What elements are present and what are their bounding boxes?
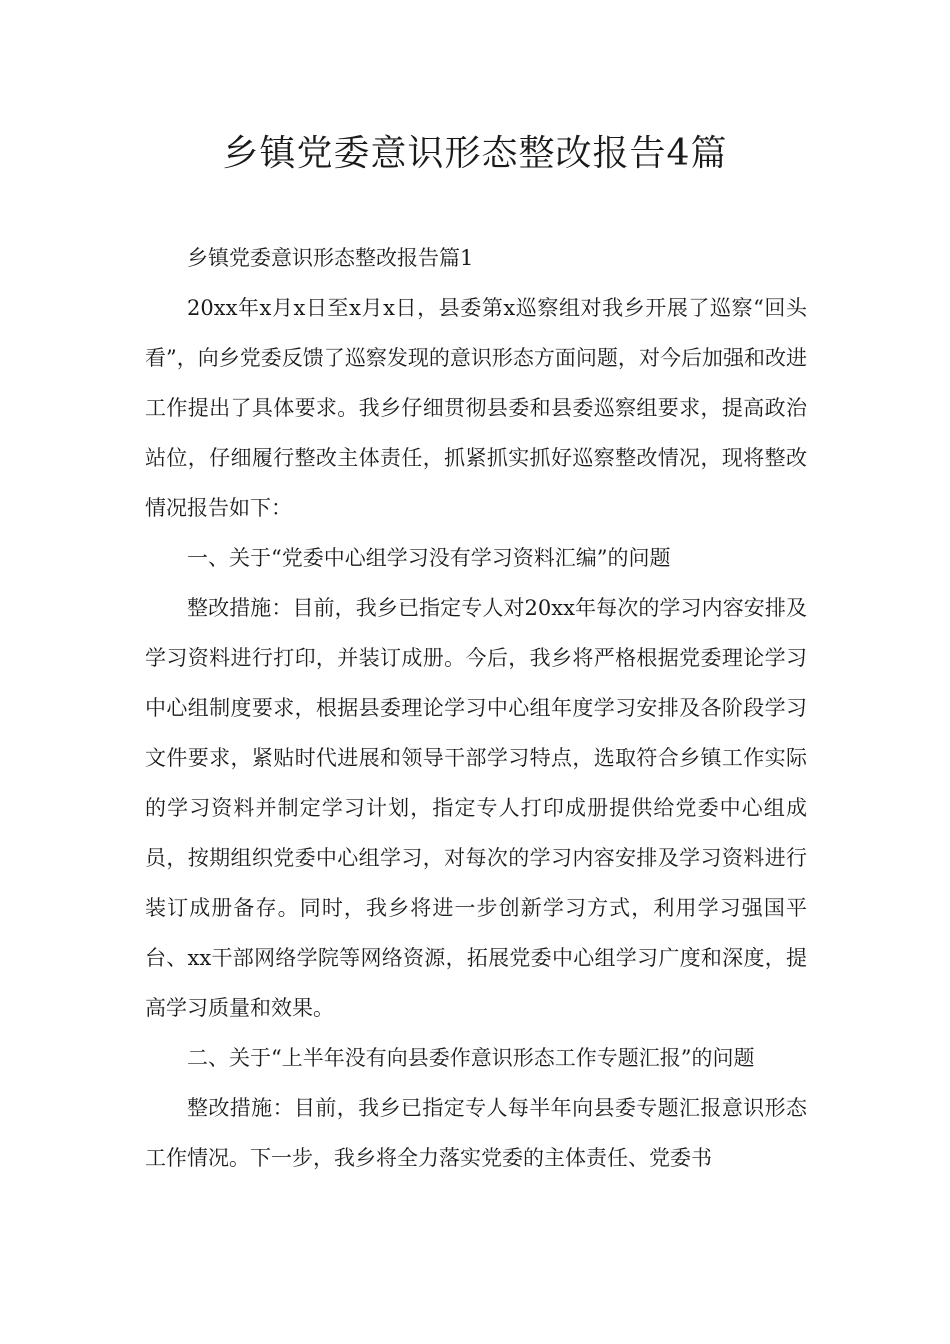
measures-paragraph-1: 整改措施：目前，我乡已指定专人对20xx年每次的学习内容安排及学习资料进行打印，并装订成册。今后，我乡将严格根据党委理论学习中心组制度要求，根据县委理论学习中心组年度学习安排及各阶段学习文件要求，紧贴时代进展和领导干部学习特点，选取符合乡镇工作实际的学习资料并制定学习计划，指定专人打印成册提供给党委中心组成员，按期组织党委中心组学习，对每次的学习内容安排及学习资料进行装订成册备存。同时，我乡将进一步创新学习方式，利用学习强国平台、xx干部网络学院等网络资源，拓展党委中心组学习广度和深度，提高学习质量和效果。 [145, 596, 807, 1020]
issue-heading-1: 一、关于“党委中心组学习没有学习资料汇编”的问题 [187, 546, 671, 570]
section-heading-part-1: 乡镇党委意识形态整改报告篇1 [187, 246, 474, 270]
issue-heading-2: 二、关于“上半年没有向县委作意识形态工作专题汇报”的问题 [187, 1046, 755, 1070]
intro-paragraph: 20xx年x月x日至x月x日，县委第x巡察组对我乡开展了巡察“回头看”，向乡党委反馈了巡察发现的意识形态方面问题，对今后加强和改进工作提出了具体要求。我乡仔细贯彻县委和县委巡察组要求，提高政治站位，仔细履行整改主体责任，抓紧抓实抓好巡察整改情况，现将整改情况报告如下： [145, 296, 807, 520]
document-body [145, 233, 807, 1183]
measures-paragraph-2: 整改措施：目前，我乡已指定专人每半年向县委专题汇报意识形态工作情况。下一步，我乡将全力落实党委的主体责任、党委书 [145, 1096, 807, 1170]
document-title: 乡镇党委意识形态整改报告4篇 [222, 133, 728, 174]
